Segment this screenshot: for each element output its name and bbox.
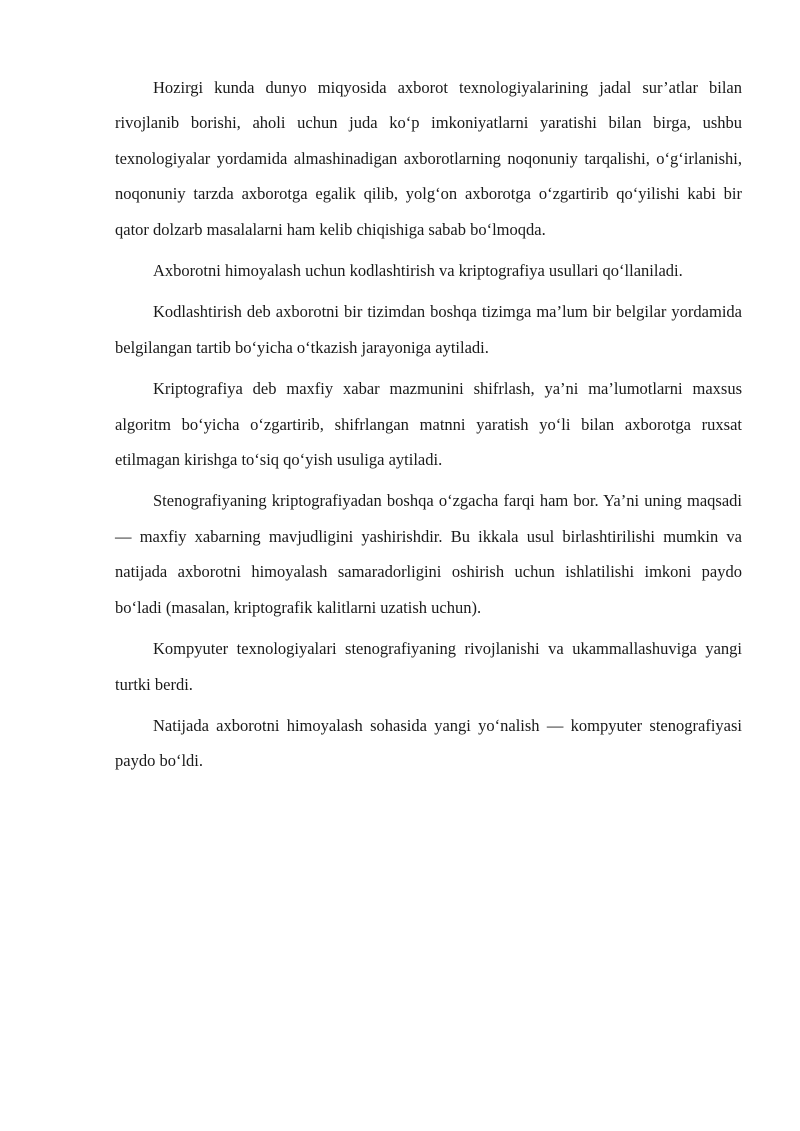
paragraph-1: Hozirgi kunda dunyo miqyosida axborot texnologiyalarining jadal sur’atlar bilan rivojlanib borishi, aholi uchun juda ko‘p imkoniyatlarni yaratishi bilan birga, ushbu texnologiyalar yordamida almashinadigan axborotlarning noqonuniy tarqalishi, o‘g‘irlanishi, noqonuniy tarzda axborotga egalik qilib, yolg‘on axborotga o‘zgartirib qo‘yilishi kabi bir qator dolzarb masalalarni ham kelib chiqishiga sabab bo‘lmoqda. <box>115 78 742 239</box>
paragraph-4: Kriptografiya deb maxfiy xabar mazmunini shifrlash, ya’ni ma’lumotlarni maxsus algoritm bo‘yicha o‘zgartirib, shifrlangan matnni yaratish yo‘li bilan axborotga ruxsat etilmagan kirishga to‘siq qo‘yish usuliga aytiladi. <box>115 379 742 470</box>
paragraph-7: Natijada axborotni himoyalash sohasida yangi yo‘nalish — kompyuter stenografiyasi paydo bo‘ldi. <box>115 715 742 771</box>
document-page <box>115 70 742 785</box>
paragraph-6: Kompyuter texnologiyalari stenografiyaning rivojlanishi va ukammallashuviga yangi turtki berdi. <box>115 639 742 694</box>
paragraph-3: Kodlashtirish deb axborotni bir tizimdan boshqa tizimga ma’lum bir belgilar yordamida belgilangan tartib bo‘yicha o‘tkazish jarayoniga aytiladi. <box>115 302 742 357</box>
paragraph-5: Stenografiyaning kriptografiyadan boshqa o‘zgacha farqi ham bor. Ya’ni uning maqsadi — maxfiy xabarning mavjudligini yashirishdir. Bu ikkala usul birlashtirilishi mumkin va natijada axborotni himoyalash samaradorligini oshirish uchun ishlatilishi imkoni paydo bo‘ladi (masalan, kriptografik kalitlarni uzatish uchun). <box>115 491 742 617</box>
paragraph-2: Axborotni himoyalash uchun kodlashtirish va kriptografiya usullari qo‘llaniladi. <box>153 261 683 281</box>
